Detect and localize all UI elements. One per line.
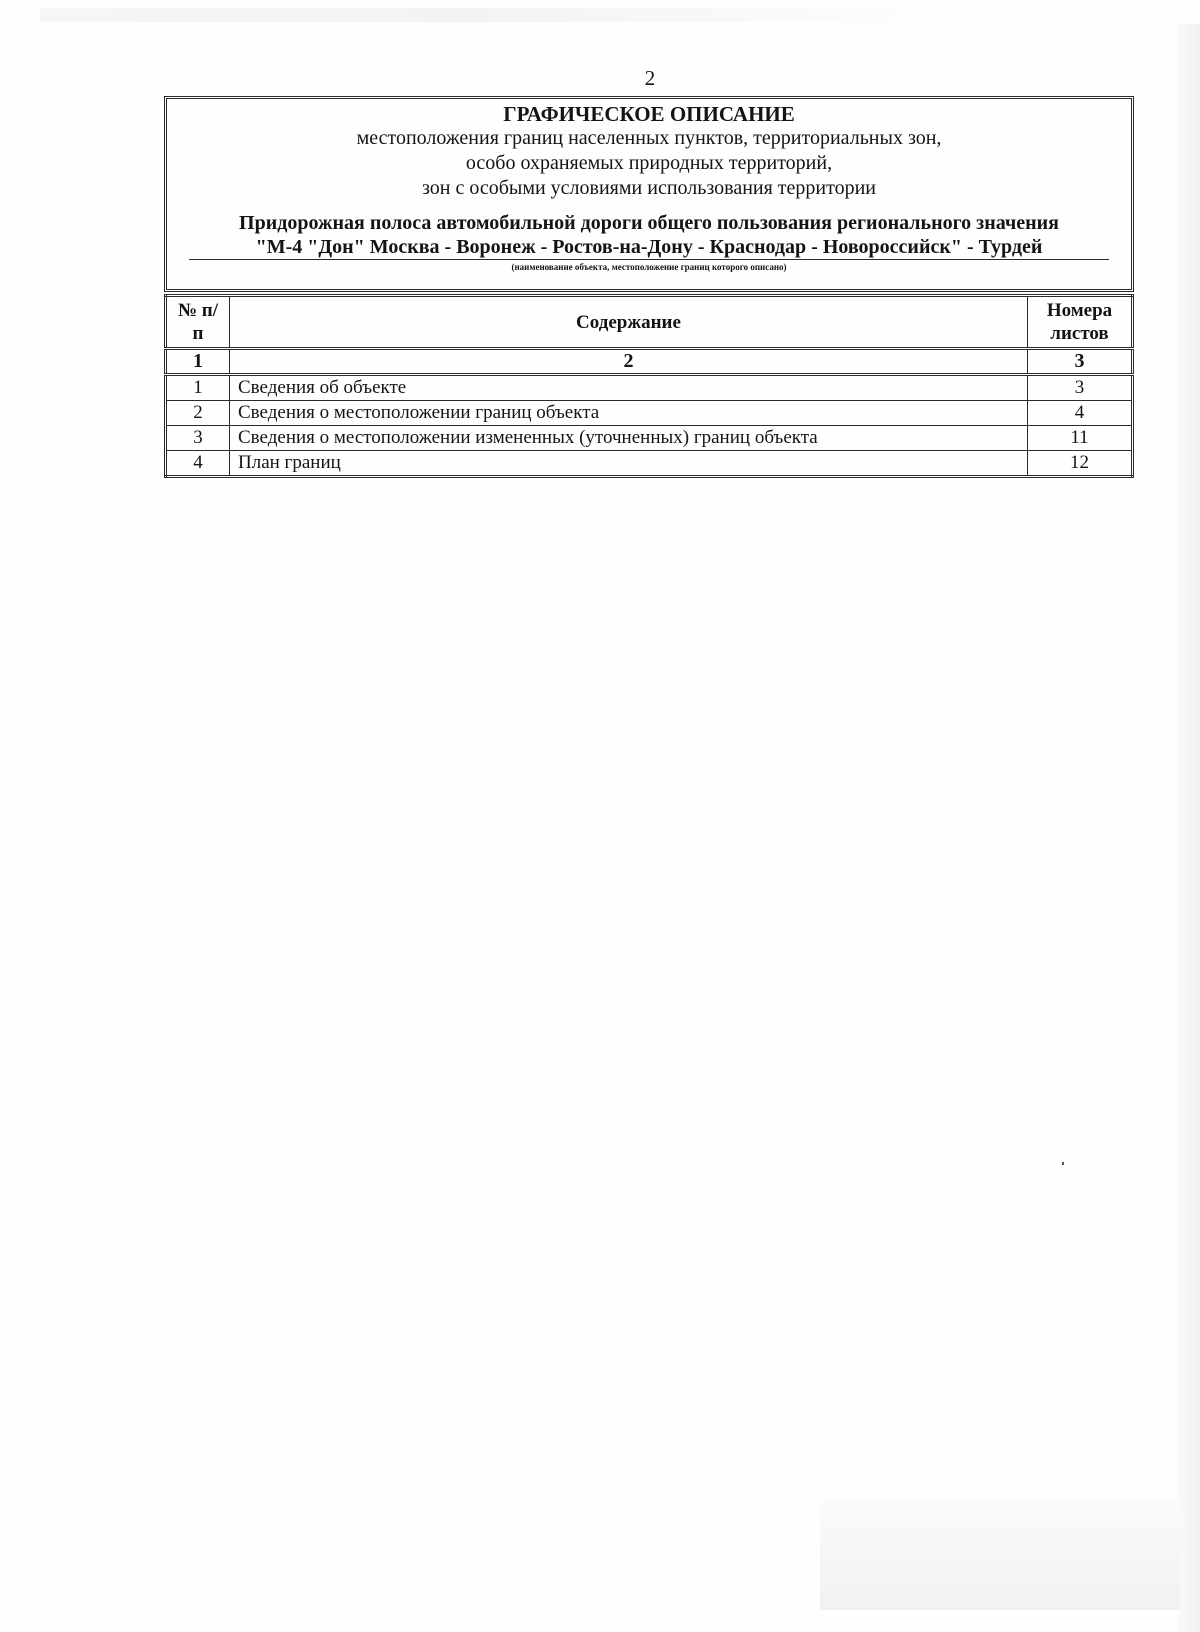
object-name-line: "М-4 "Дон" Москва - Воронеж - Ростов-на-Дону - Краснодар - Новороссийск" - Турдей — [255, 236, 1043, 258]
scan-shadow — [1178, 24, 1200, 1632]
column-number: 2 — [230, 349, 1028, 375]
document-title: ГРАФИЧЕСКОЕ ОПИСАНИЕ — [503, 102, 795, 126]
row-sheets: 4 — [1028, 401, 1133, 426]
scan-speck — [1062, 1162, 1064, 1165]
row-number: 3 — [166, 426, 230, 451]
row-content: План границ — [230, 451, 1028, 477]
page-number: 2 — [644, 66, 656, 90]
row-sheets: 12 — [1028, 451, 1133, 477]
subtitle-line: зон с особыми условиями использования территории — [421, 177, 877, 199]
column-header-content: Содержание — [230, 296, 1028, 349]
column-number: 3 — [1028, 349, 1133, 375]
object-name-underline — [189, 235, 1109, 260]
column-header-sheets: Номера листов — [1028, 296, 1133, 349]
subtitle-line: местоположения границ населенных пунктов, территориальных зон, — [356, 127, 942, 149]
column-number: 1 — [166, 349, 230, 375]
row-number: 4 — [166, 451, 230, 477]
scan-shadow — [820, 1500, 1180, 1610]
row-number: 2 — [166, 401, 230, 426]
row-content: Сведения о местоположении измененных (уточненных) границ объекта — [230, 426, 1028, 451]
scan-smudge — [40, 8, 900, 22]
table-row — [166, 401, 1133, 426]
header-box — [164, 96, 1134, 292]
subtitle-line: особо охраняемых природных территорий, — [465, 152, 833, 174]
row-sheets: 3 — [1028, 375, 1133, 401]
table-row — [166, 375, 1133, 401]
object-caption: (наименование объекта, местоположение границ которого описано) — [511, 262, 787, 272]
table-row — [166, 426, 1133, 451]
column-header-number: № п/п — [166, 296, 230, 349]
table-row — [166, 451, 1133, 477]
row-content: Сведения о местоположении границ объекта — [230, 401, 1028, 426]
row-sheets: 11 — [1028, 426, 1133, 451]
column-numbering-row — [166, 349, 1133, 375]
object-name-line: Придорожная полоса автомобильной дороги общего пользования регионального значения — [239, 212, 1059, 234]
contents-table — [164, 294, 1134, 478]
row-number: 1 — [166, 375, 230, 401]
table-header-row — [166, 296, 1133, 349]
row-content: Сведения об объекте — [230, 375, 1028, 401]
